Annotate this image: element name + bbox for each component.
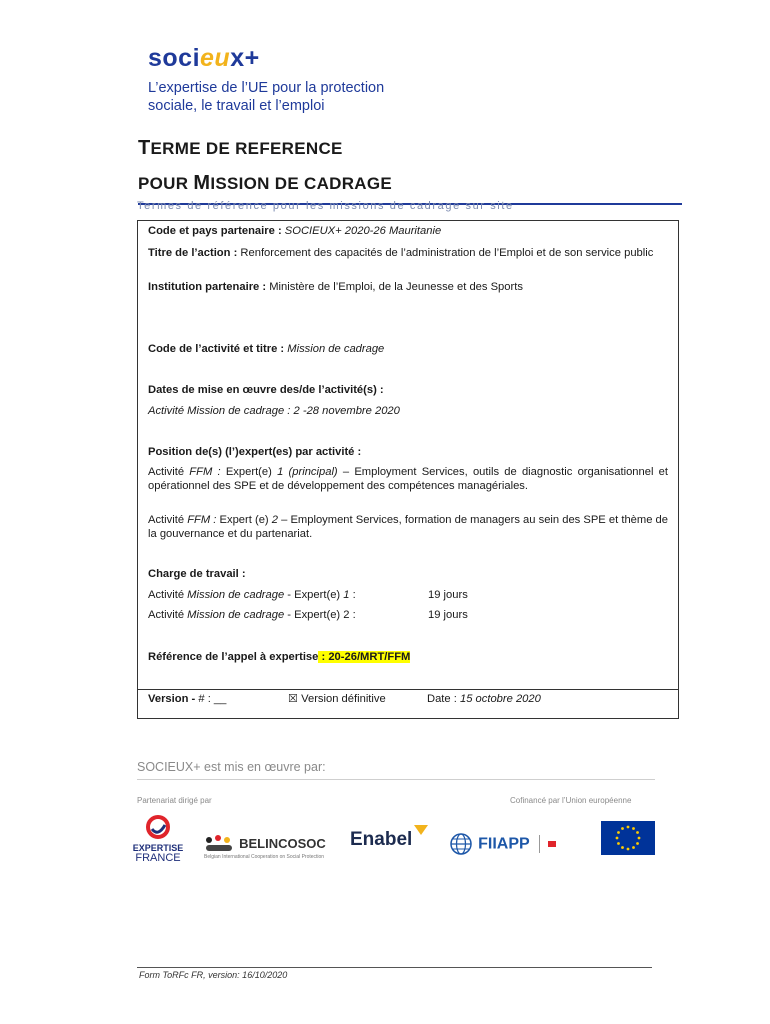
- date-field: Date : 15 octobre 2020: [427, 693, 541, 705]
- eu-star: [621, 846, 624, 849]
- logo-word-eu: eu: [200, 44, 231, 72]
- eu-star: [632, 827, 635, 830]
- workload-expert-2: Activité Mission de cadrage - Expert(e) 2 : 19 jours: [148, 609, 468, 621]
- document-title: [138, 131, 683, 205]
- dates-value: Activité Mission de cadrage : 2 -28 novembre 2020: [148, 405, 400, 417]
- enabel-logo: [350, 829, 412, 851]
- eu-star: [638, 837, 641, 840]
- globe-icon: [449, 832, 473, 856]
- eu-star: [617, 831, 620, 834]
- partner-code-row: Code et pays partenaire : SOCIEUX+ 2020-26 Mauritanie: [148, 225, 442, 237]
- workload-label: Charge de travail :: [148, 568, 246, 580]
- action-title-row: Titre de l’action : Renforcement des capacités de l’administration de l’Emploi et de son service public: [148, 247, 654, 259]
- eu-star: [632, 846, 635, 849]
- checkbox-checked-icon: ☒: [288, 693, 299, 705]
- eu-star: [617, 842, 620, 845]
- workload-expert-1: Activité Mission de cadrage - Expert(e) 1 : 19 jours: [148, 589, 468, 601]
- led-by-label: Partenariat dirigé par: [137, 796, 212, 805]
- position-label: Position de(s) (l’)expert(es) par activité :: [148, 446, 362, 458]
- dates-label: Dates de mise en œuvre des/de l’activité(s) :: [148, 384, 384, 396]
- eu-stars-icon: [601, 821, 655, 855]
- position-expert-1: Activité FFM : Expert(e) 1 (principal) – Employment Services, outils de diagnostic organisationnel et opérationnel des SPE et de développement des compétences managériales.: [148, 466, 668, 492]
- expertise-france-text-2: FRANCE: [135, 852, 181, 864]
- eu-star: [636, 831, 639, 834]
- version-row: Version - # : __ ☒ Version définitive Date : 15 octobre 2020: [148, 693, 541, 705]
- enabel-mark-icon: [412, 823, 430, 843]
- form-rule: [137, 967, 652, 968]
- logo-wordmark: [148, 44, 418, 72]
- title-line-2: POUR MISSION DE CADRAGE: [138, 172, 393, 194]
- call-reference-value: : 20-26/MRT/FFM: [318, 651, 411, 663]
- eu-star: [636, 842, 639, 845]
- socieux-logo: [148, 44, 418, 115]
- eu-star: [627, 848, 630, 851]
- belincosoc-text: BELINCOSOC: [239, 836, 326, 851]
- fiiapp-text: FIIAPP: [478, 835, 530, 853]
- expertise-france-icon: [132, 815, 184, 839]
- workload-days-1: 19 jours: [428, 589, 468, 601]
- logo-word-part: soci: [148, 44, 201, 72]
- final-version: ☒ Version définitive: [288, 693, 386, 705]
- belincosoc-logo: [204, 833, 326, 860]
- activity-code-row: Code de l’activité et titre : Mission de cadrage: [148, 343, 385, 355]
- expertise-france-logo: [132, 815, 184, 863]
- eu-flag-icon: [601, 821, 655, 855]
- call-reference-row: Référence de l’appel à expertise : 20-26/MRT/FFM: [148, 651, 411, 663]
- eu-star: [627, 826, 630, 829]
- belincosoc-icon: [204, 834, 234, 854]
- expertise-france-text-1: EXPERTISE: [132, 843, 184, 853]
- belincosoc-subtext: Belgian International Cooperation on Social Protection: [204, 853, 325, 860]
- form-version-note: Form ToRFc FR, version: 16/10/2020: [139, 970, 288, 980]
- footer-divider: [137, 779, 655, 780]
- title-line-1: TERME DE REFERENCE: [138, 137, 343, 159]
- institution-row: Institution partenaire : Ministère de l’Emploi, de la Jeunesse et des Sports: [148, 281, 523, 293]
- document-subtitle: Termes de référence pour les missions de cadrage sur site: [137, 200, 514, 212]
- implemented-by-label: SOCIEUX+ est mis en œuvre par:: [137, 760, 326, 774]
- position-expert-2: Activité FFM : Expert (e) 2 – Employment Services, formation de managers au sein des SPE et thème de la gouvernance et du partenariat.: [148, 514, 668, 540]
- workload-days-2: 19 jours: [428, 609, 468, 621]
- fiiapp-divider: [539, 835, 540, 853]
- box-separator: [138, 689, 678, 690]
- fiiapp-logo: [449, 832, 556, 856]
- cofunded-label: Cofinancé par l’Union européenne: [510, 796, 632, 805]
- spain-mark-icon: [548, 841, 556, 847]
- terms-box: [137, 220, 679, 719]
- enabel-text: Enabel: [350, 829, 413, 850]
- logo-word-part: x+: [230, 44, 260, 72]
- eu-star: [616, 837, 619, 840]
- logo-tagline: L’expertise de l’UE pour la protection sociale, le travail et l’emploi: [148, 80, 385, 114]
- eu-star: [621, 827, 624, 830]
